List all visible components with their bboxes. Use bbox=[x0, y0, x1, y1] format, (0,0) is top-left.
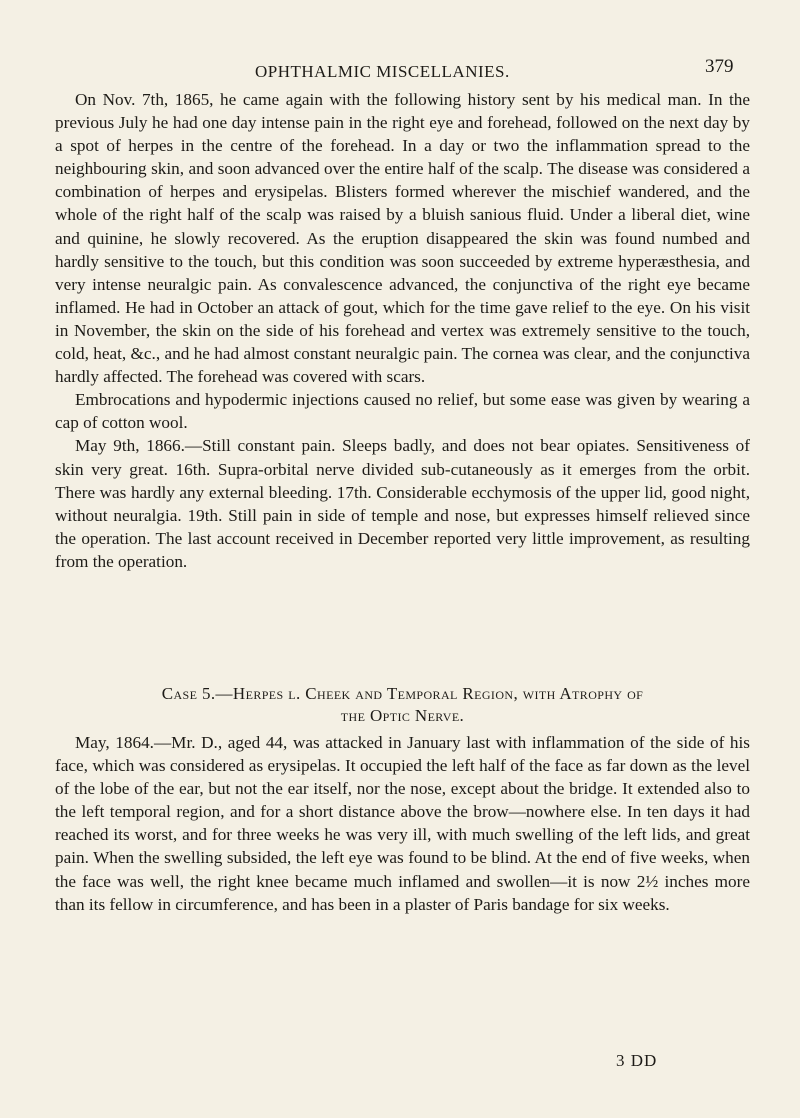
paragraph-history: On Nov. 7th, 1865, he came again with the following history sent by his medical man. In the previous July he had one day intense pain in the right eye and forehead, followed on the next day by a spot of herpes in the centre of the forehead. In a day or two the inflammation spread to the neighbouring skin, and soon advanced over the entire half of the scalp. The disease was considered a combination of herpes and erysipelas. Blisters formed wherever the mischief wandered, and the whole of the right half of the scalp was raised by a bluish sanious fluid. Under a liberal diet, wine and quinine, he slowly recovered. As the eruption disappeared the skin was found numbed and hardly sensitive to the touch, but this condition was soon succeeded by extreme hyperæsthesia, and very intense neuralgic pain. As convalescence advanced, the conjunctiva of the right eye became inflamed. He had in October an attack of gout, which for the time gave relief to the eye. On his visit in November, the skin on the side of his forehead and vertex was extremely sensitive to the touch, cold, heat, &c., and he had almost constant neuralgic pain. The cornea was clear, and the conjunctiva hardly affected. The forehead was covered with scars. bbox=[55, 90, 750, 387]
page-number: 379 bbox=[705, 56, 734, 77]
case-heading-line-2: the Optic Nerve. bbox=[340, 706, 465, 725]
paragraph-may-1866: May 9th, 1866.—Still constant pain. Sleeps badly, and does not bear opiates. Sensitiveness of skin very great. 16th. Supra-orbital nerve divided sub-cutaneously as it emerges from the orbit. There was hardly any external bleeding. 17th. Considerable ecchymosis of the upper lid, good night, without neuralgia. 19th. Still pain in side of temple and nose, but expresses himself relieved since the operation. The last account received in December reported very little improvement, as resulting from the operation. bbox=[55, 436, 750, 571]
paragraph-embrocations: Embrocations and hypodermic injections caused no relief, but some ease was given by wearing a cap of cotton wool. bbox=[55, 390, 750, 433]
signature-mark: 3 DD bbox=[616, 1051, 658, 1070]
paragraph-case-5: May, 1864.—Mr. D., aged 44, was attacked in January last with inflammation of the side of his face, which was considered as erysipelas. It occupied the left half of the face as far down as the level of the lobe of the ear, but not the ear itself, nor the nose, except about the bridge. It extended also to the left temporal region, and for a short distance above the brow—nowhere else. In ten days it had reached its worst, and for three weeks he was very ill, with much swelling of the left lids, and great pain. When the swelling subsided, the left eye was found to be blind. At the end of five weeks, when the face was well, the right knee became much inflamed and swollen—it is now 2½ inches more than its fellow in circumference, and has been in a plaster of Paris bandage for six weeks. bbox=[55, 733, 750, 914]
running-head bbox=[0, 56, 800, 86]
running-title: OPHTHALMIC MISCELLANIES. bbox=[255, 62, 510, 81]
case-body bbox=[55, 731, 750, 916]
case-heading bbox=[55, 683, 750, 727]
case-heading-line-1: Case 5.—Herpes l. Cheek and Temporal Region, with Atrophy of bbox=[161, 684, 644, 703]
body-text bbox=[55, 88, 750, 573]
